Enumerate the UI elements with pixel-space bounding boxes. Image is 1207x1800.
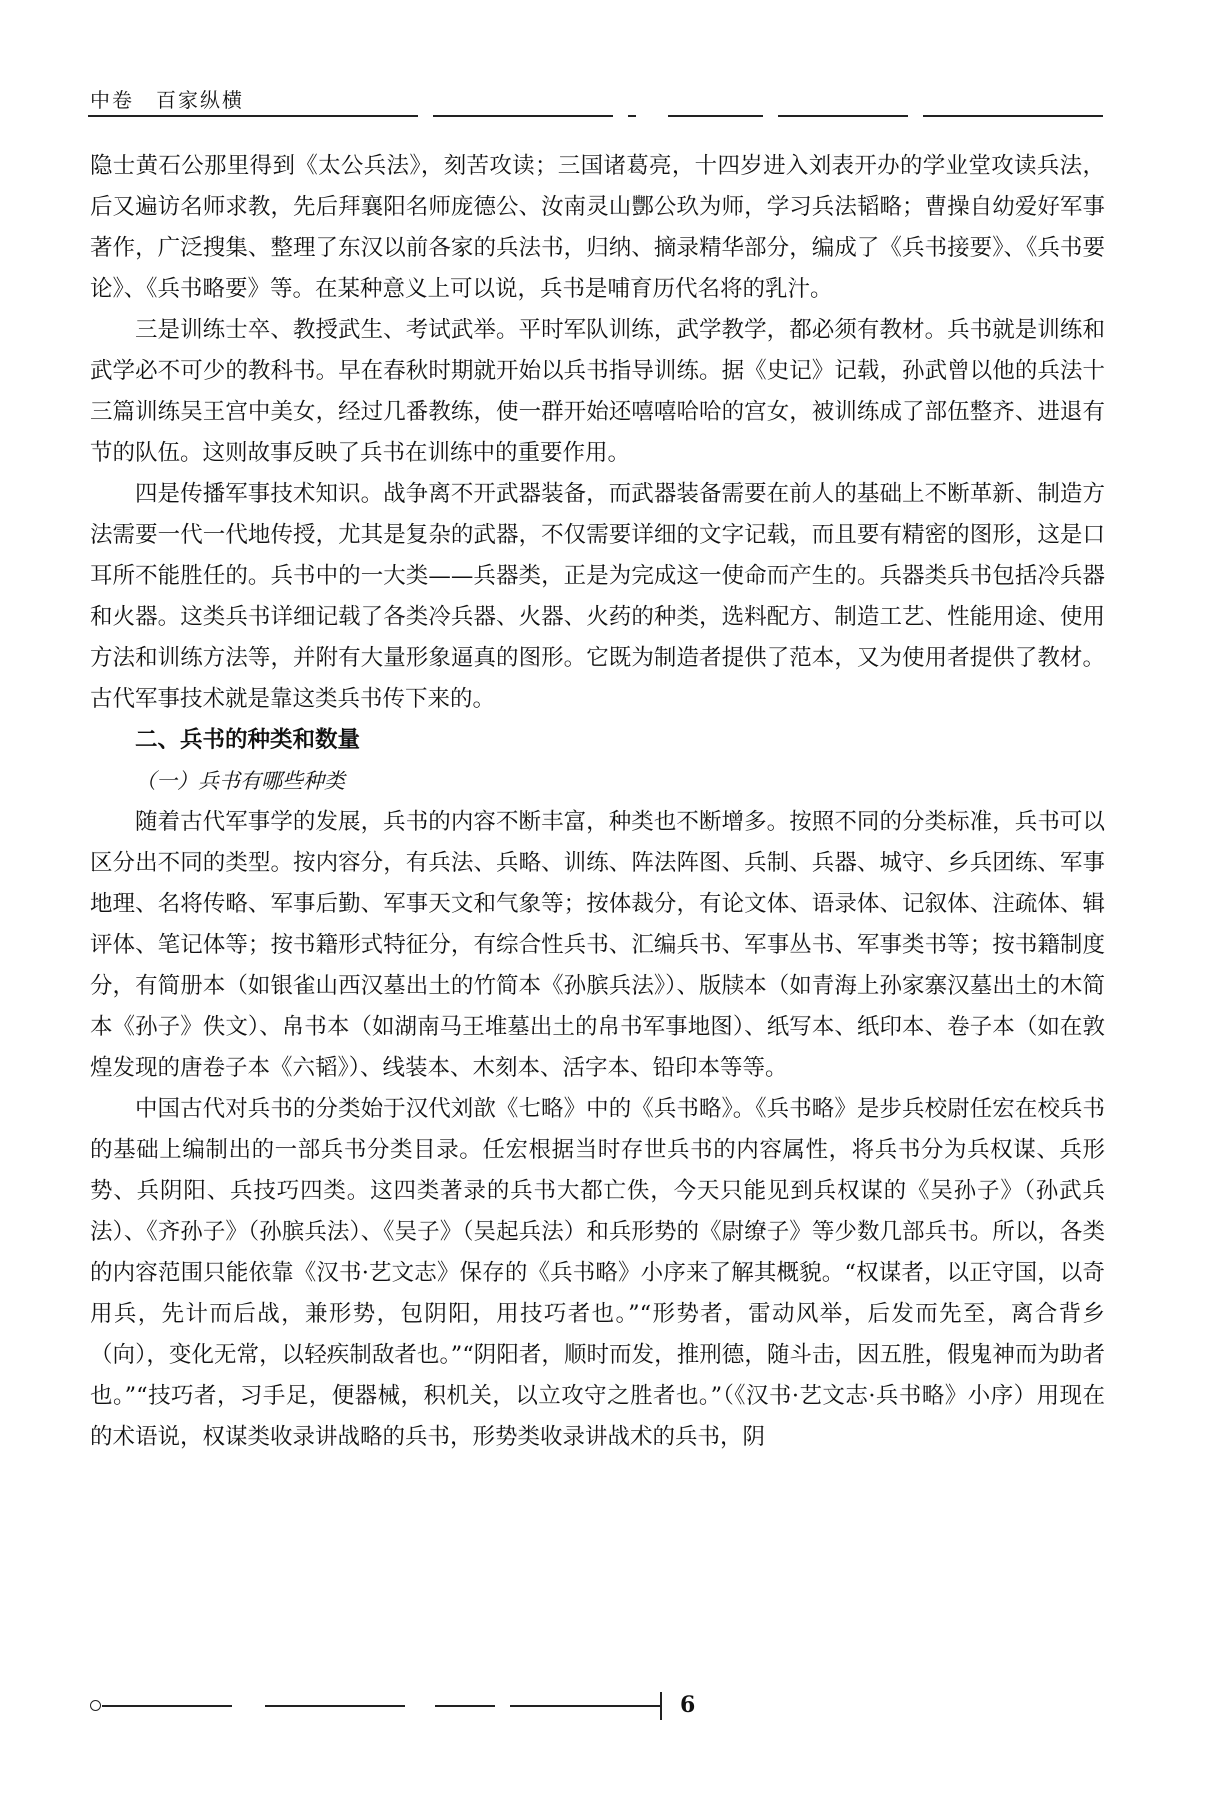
- paragraph-3: 四是传播军事技术知识。战争离不开武器装备，而武器装备需要在前人的基础上不断革新、制造方法需要一代一代地传授，尤其是复杂的武器，不仅需要详细的文字记载，而且要有精密的图形，这是口耳所不能胜任的。兵书中的一大类——兵器类，正是为完成这一使命而产生的。兵器类兵书包括冷兵器和火器。这类兵书详细记载了各类冷兵器、火器、火药的种类，选料配方、制造工艺、性能用途、使用方法和训练方法等，并附有大量形象逼真的图形。它既为制造者提供了范本，又为使用者提供了教材。古代军事技术就是靠这类兵书传下来的。: [90, 481, 1105, 712]
- footer-rule-3: [435, 1705, 495, 1707]
- subsection-heading: （一）兵书有哪些种类: [135, 769, 345, 793]
- footer-rule-4: [510, 1705, 660, 1707]
- section-heading: 二、兵书的种类和数量: [135, 727, 361, 753]
- running-head: [90, 84, 244, 113]
- paragraph-5: 中国古代对兵书的分类始于汉代刘歆《七略》中的《兵书略》。《兵书略》是步兵校尉任宏在校兵书的基础上编制出的一部兵书分类目录。任宏根据当时存世兵书的内容属性，将兵书分为兵权谋、兵形势、兵阴阳、兵技巧四类。这四类著录的兵书大都亡佚，今天只能见到兵权谋的《吴孙子》（孙武兵法）、《齐孙子》（孙膑兵法）、《吴子》（吴起兵法）和兵形势的《尉缭子》等少数几部兵书。所以，各类的内容范围只能依靠《汉书·艺文志》保存的《兵书略》小序来了解其概貌。“权谋者，以正守国，以奇用兵，先计而后战，兼形势，包阴阳，用技巧者也。”“形势者，雷动风举，后发而先至，离合背乡（向），变化无常，以轻疾制敌者也。”“阴阳者，顺时而发，推刑德，随斗击，因五胜，假鬼神而为助者也。”“技巧者，习手足，便器械，积机关，以立攻守之胜者也。”（《汉书·艺文志·兵书略》小序）用现在的术语说，权谋类收录讲战略的兵书，形势类收录讲战术的兵书，阴: [90, 1096, 1105, 1450]
- page-body: [90, 146, 1105, 1458]
- header-rule: [88, 115, 1103, 117]
- footer-rule-2: [265, 1705, 405, 1707]
- paragraph-2: 三是训练士卒、教授武生、考试武举。平时军队训练，武学教学，都必须有教材。兵书就是训练和武学必不可少的教科书。早在春秋时期就开始以兵书指导训练。据《史记》记载，孙武曾以他的兵法十三篇训练吴王宫中美女，经过几番教练，使一群开始还嘻嘻哈哈的宫女，被训练成了部伍整齐、进退有节的队伍。这则故事反映了兵书在训练中的重要作用。: [90, 317, 1105, 466]
- footer: [90, 1692, 1105, 1722]
- running-head-section: 中卷: [90, 88, 134, 112]
- footer-rule: [102, 1705, 232, 1707]
- page-number: 6: [680, 1692, 696, 1718]
- footer-divider: [660, 1692, 662, 1720]
- footer-ornament-icon: [90, 1700, 101, 1711]
- paragraph-4: 随着古代军事学的发展，兵书的内容不断丰富，种类也不断增多。按照不同的分类标准，兵书可以区分出不同的类型。按内容分，有兵法、兵略、训练、阵法阵图、兵制、兵器、城守、乡兵团练、军事地理、名将传略、军事后勤、军事天文和气象等；按体裁分，有论文体、语录体、记叙体、注疏体、辑评体、笔记体等；按书籍形式特征分，有综合性兵书、汇编兵书、军事丛书、军事类书等；按书籍制度分，有简册本（如银雀山西汉墓出土的竹简本《孙膑兵法》）、版牍本（如青海上孙家寨汉墓出土的木简本《孙子》佚文）、帛书本（如湖南马王堆墓出土的帛书军事地图）、纸写本、纸印本、卷子本（如在敦煌发现的唐卷子本《六韬》）、线装本、木刻本、活字本、铅印本等等。: [90, 809, 1105, 1081]
- running-head-title: 百家纵横: [156, 88, 244, 112]
- paragraph-1: 隐士黄石公那里得到《太公兵法》，刻苦攻读；三国诸葛亮，十四岁进入刘表开办的学业堂攻读兵法，后又遍访名师求教，先后拜襄阳名师庞德公、汝南灵山酆公玖为师，学习兵法韬略；曹操自幼爱好军事著作，广泛搜集、整理了东汉以前各家的兵法书，归纳、摘录精华部分，编成了《兵书接要》、《兵书要论》、《兵书略要》等。在某种意义上可以说，兵书是哺育历代名将的乳汁。: [90, 153, 1105, 302]
